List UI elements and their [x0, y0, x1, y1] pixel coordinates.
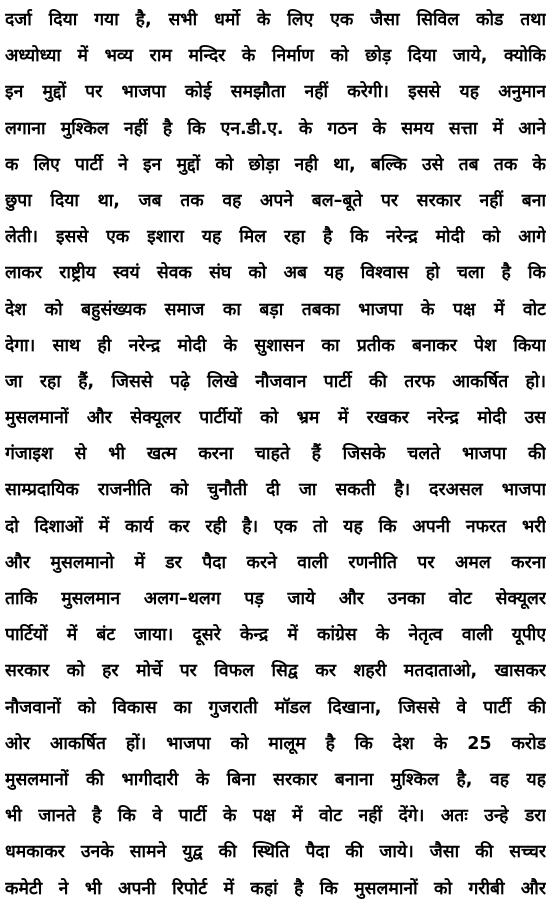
text-line: कमेटी ने भी अपनी रिपोर्ट में कहां है कि मुसलमानों को गरीबी और — [5, 878, 546, 899]
text-line: दो दिशाओं में कार्य कर रही है। एक तो यह कि अपनी नफरत भरी — [5, 516, 546, 537]
text-line: और मुसलमानो में डर पैदा करने वाली रणनीति पर अमल करना — [5, 552, 546, 573]
text-line: भी जानते है कि वे पार्टी के पक्ष में वोट नहीं देंगे। अतः उन्हे डरा — [5, 806, 546, 827]
text-line: ताकि मुसलमान अलग–थलग पड़ जाये और उनका वोट सेक्यूलर — [5, 589, 546, 609]
text-line: इन मुद्दों पर भाजपा कोई समझौता नहीं करेगी। इससे यह अनुमान — [5, 82, 546, 103]
text-line: ओर आकर्षित हों। भाजपा को मालूम है कि देश के 25 करोड — [5, 733, 546, 754]
text-line: साम्प्रदायिक राजनीति को चुनौती दी जा सकती है। दरअसल भाजपा — [5, 480, 546, 501]
text-line: मुसलमानों और सेक्यूलर पार्टीयों को भ्रम में रखकर नरेन्द्र मोदी उस — [5, 408, 546, 429]
text-line: लाकर राष्ट्रीय स्वयं सेवक संघ को अब यह विश्वास हो चला है कि — [5, 263, 546, 284]
text-line: सरकार को हर मोर्चे पर विफल सिद्व कर शहरी मतदाताओ, खासकर — [5, 661, 546, 682]
text-line: अध्योध्या में भव्य राम मन्दिर के निर्माण को छोड़ दिया जाये, क्योकि — [5, 46, 546, 67]
text-line: गंजाइश से भी खत्म करना चाहते हैं जिसके चलते भाजपा की — [5, 444, 546, 465]
text-line: क लिए पार्टी ने इन मुद्दों को छोड़ा नही था, बल्कि उसे तब तक के — [5, 154, 546, 175]
text-line: देश को बहुसंख्यक समाज का बड़ा तबका भाजपा के पक्ष में वोट — [5, 299, 546, 320]
text-line: पार्टियों में बंट जाया। दूसरे केन्द्र में कांग्रेस के नेतृत्व वाली यूपीए — [5, 625, 546, 646]
text-line: छुपा दिया था, जब तक वह अपने बल–बूते पर सरकार नहीं बना — [5, 190, 546, 211]
text-line: देगा। साथ ही नरेन्द्र मोदी के सुशासन का प्रतीक बनाकर पेश किया — [5, 335, 546, 356]
text-line: लेती। इससे एक इशारा यह मिल रहा है कि नरेन्द्र मोदी को आगे — [5, 227, 546, 248]
text-line: जा रहा हैं, जिससे पढ़े लिखे नौजवान पार्टी की तरफ आकर्षित हो। — [5, 371, 546, 392]
text-line: मुसलमानों की भागीदारी के बिना सरकार बनाना मुश्किल है, वह यह — [5, 769, 546, 790]
text-line: धमकाकर उनके सामने युद्व की स्थिति पैदा की जाये। जैसा की सच्चर — [5, 842, 546, 863]
text-line: लगाना मुश्किल नहीं है कि एन.डी.ए. के गठन के समय सत्ता में आने — [5, 118, 546, 139]
text-line: नौजवानों को विकास का गुजराती मॉडल दिखाना, जिससे वे पार्टी की — [5, 697, 546, 718]
text-line: दर्जा दिया गया है, सभी धर्मो के लिए एक जैसा सिविल कोड तथा — [5, 10, 546, 30]
